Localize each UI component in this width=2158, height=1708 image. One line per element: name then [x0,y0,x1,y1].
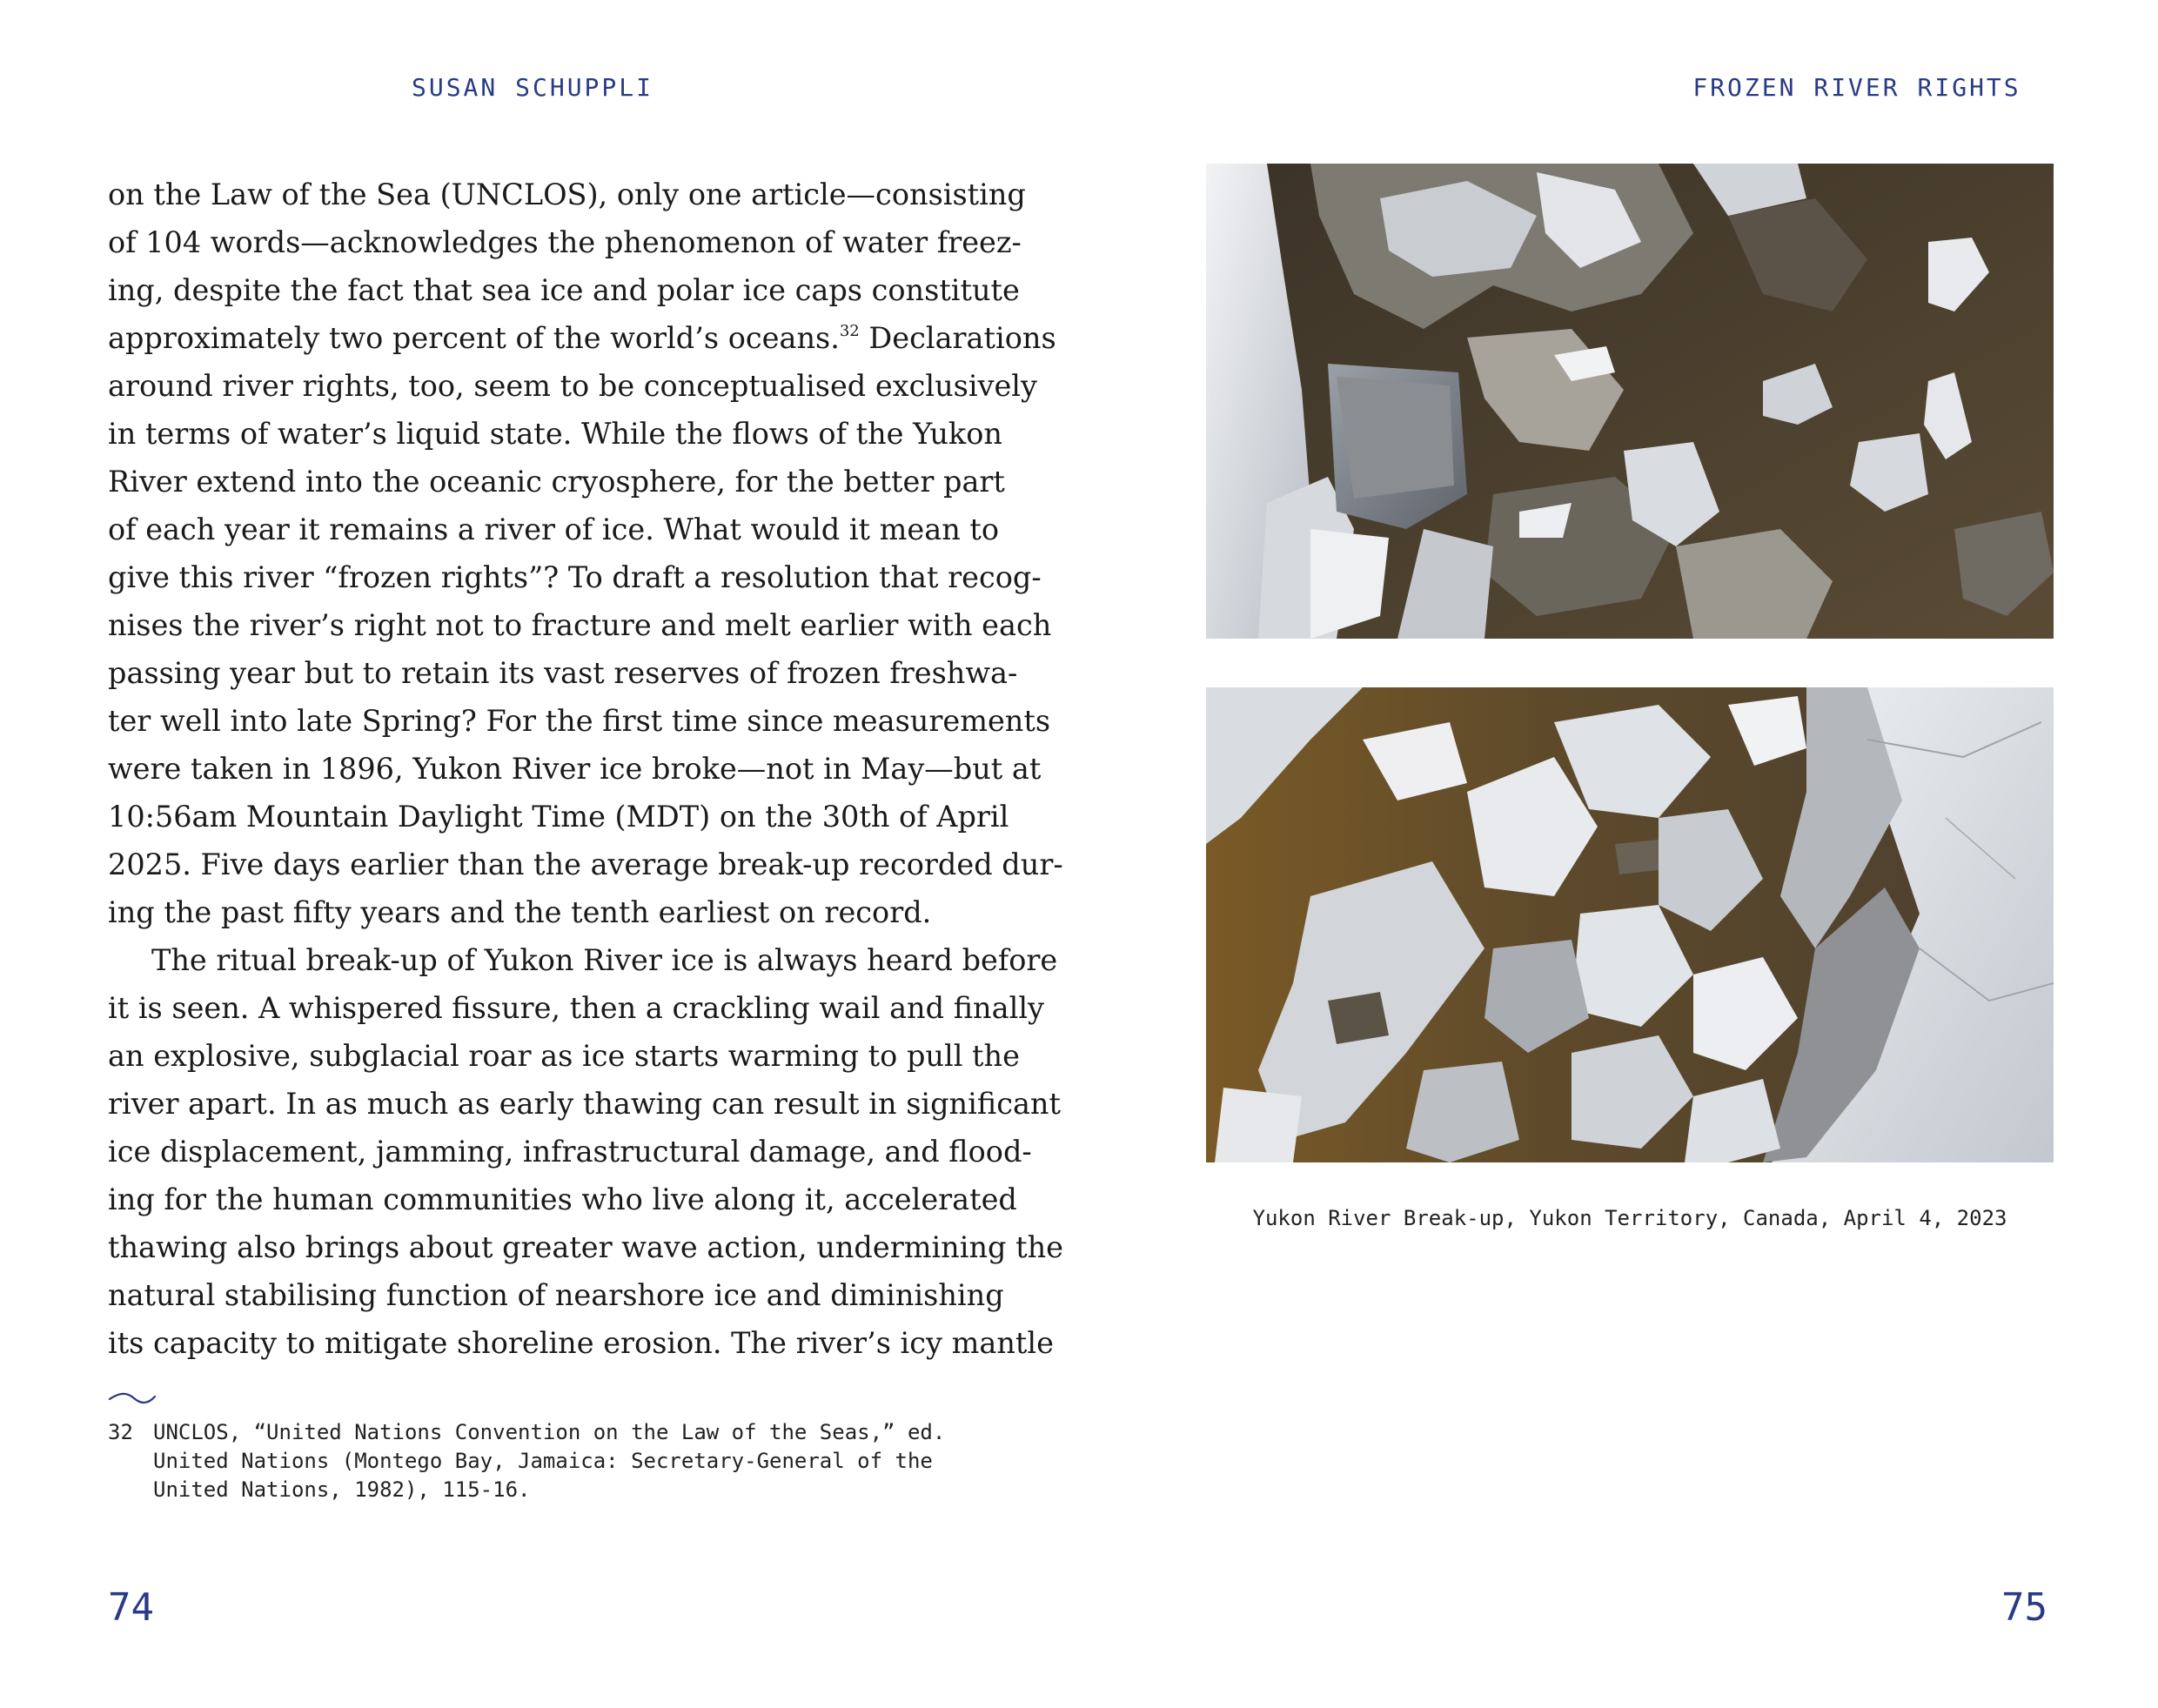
text-segment: Declarations [859,321,1056,355]
river-ice-photo-top [1206,164,2054,639]
text-line: its capacity to mitigate shoreline erosion. The river’s icy mantle [108,1326,1054,1360]
right-page [1079,0,2158,1708]
text-line: nises the river’s right not to fracture and melt earlier with each [108,608,1052,642]
text-line: ing the past fifty years and the tenth earliest on record. [108,895,932,929]
footnote-line: UNCLOS, “United Nations Convention on the Law of the Seas,” ed. [153,1420,946,1444]
text-line: on the Law of the Sea (UNCLOS), only one article—consisting [108,177,1026,211]
footnote [108,1418,969,1504]
text-line: of 104 words—acknowledges the phenomenon of water freez- [108,225,1022,259]
text-line: 10:56am Mountain Daylight Time (MDT) on the 30th of April [108,800,1009,834]
text-line: an explosive, subglacial roar as ice starts warming to pull the [108,1039,1020,1073]
text-line: around river rights, too, seem to be conceptualised exclusively [108,369,1037,403]
footnote-number: 32 [108,1420,133,1444]
text-segment: approximately two percent of the world’s oceans. [108,321,840,355]
text-line: river apart. In as much as early thawing can result in significant [108,1087,1061,1121]
page-number-left: 74 [108,1585,154,1630]
text-line: thawing also brings about greater wave action, undermining the [108,1230,1064,1264]
text-line: ing for the human communities who live along it, accelerated [108,1182,1017,1216]
text-line: ter well into late Spring? For the first time since measurements [108,704,1051,738]
text-line-with-footnote [108,314,1056,362]
footnote-line: United Nations, 1982), 115-16. [153,1477,531,1502]
text-line: River extend into the oceanic cryosphere, for the better part [108,465,1005,499]
footnote-reference[interactable]: 32 [839,322,860,340]
text-line: The ritual break-up of Yukon River ice is always heard before [151,943,1058,977]
text-line: passing year but to retain its vast reserves of frozen freshwa- [108,656,1018,690]
text-line: 2025. Five days earlier than the average break-up recorded dur- [108,847,1063,881]
running-head-title: FROZEN RIVER RIGHTS [1692,73,2021,102]
text-line: of each year it remains a river of ice. What would it mean to [108,512,1000,546]
running-head-author: SUSAN SCHUPPLI [411,73,653,102]
text-line: ice displacement, jamming, infrastructural damage, and flood- [108,1135,1032,1169]
text-line: natural stabilising function of nearshore ice and diminishing [108,1278,1004,1312]
text-line: it is seen. A whispered fissure, then a crackling wail and finally [108,991,1044,1025]
text-line: give this river “frozen rights”? To draft a resolution that recog- [108,560,1042,594]
body-text [108,171,1064,1367]
text-line: were taken in 1896, Yukon River ice broke—not in May—but at [108,752,1042,786]
page-number-right: 75 [2001,1585,2047,1630]
footnote-line: United Nations (Montego Bay, Jamaica: Secretary-General of the [153,1449,933,1473]
river-ice-photo-bottom [1206,687,2054,1162]
text-line: ing, despite the fact that sea ice and polar ice caps constitute [108,273,1020,307]
footnote-divider-tilde [108,1390,157,1406]
text-line: in terms of water’s liquid state. While the flows of the Yukon [108,417,1002,451]
photo-caption: Yukon River Break-up, Yukon Territory, Canada, April 4, 2023 [1252,1206,2007,1230]
